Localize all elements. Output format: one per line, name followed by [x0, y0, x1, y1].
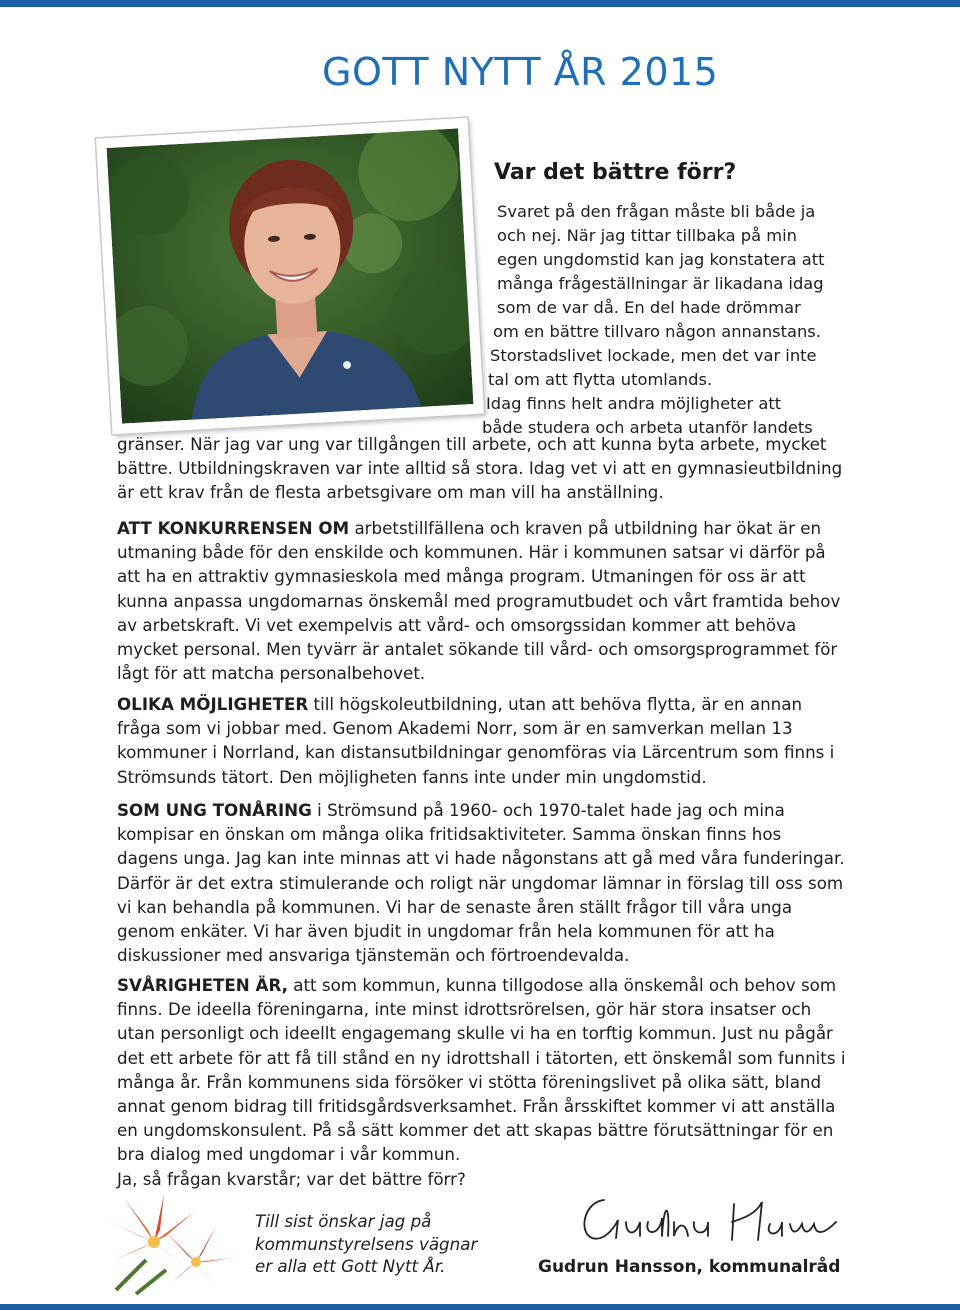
paragraph-text: i Strömsund på 1960- och 1970-talet hade jag och mina kompisar en önskan om många olika fritidsaktiviteter. Samma önskan finns hos dagens unga. Jag kan inte minnas att vi hade någonstans att gå med våra funderingar. Därför är det extra stimulerande och roligt när ungdomar lämnar in förslag till oss som vi kan behandla på kommunen. Vi har de senaste åren ställt frågor till våra unga genom enkäter. Vi har även bjudit in ungdomar från hela kommunen för att ha diskussioner med ansvariga tjänstemän och förtroendevalda.: [117, 800, 845, 966]
paragraph-lead: SOM UNG TONÅRING: [117, 800, 312, 820]
author-photo-image: [107, 128, 474, 423]
intro-line-7: Storstadslivet lockade, men det var inte: [490, 346, 817, 365]
intro-line-9: Idag finns helt andra möjligheter att: [486, 394, 782, 413]
intro-line-10: både studera och arbeta utanför landets: [482, 418, 813, 437]
intro-line-3: egen ungdomstid kan jag konstatera att: [497, 250, 825, 269]
paragraph-teenager: [117, 798, 847, 967]
final-question: Ja, så frågan kvarstår; var det bättre förr?: [117, 1168, 466, 1189]
intro-rest: [117, 432, 847, 505]
intro-line-1: Svaret på den frågan måste bli både ja: [497, 202, 816, 221]
paragraph-lead: SVÅRIGHETEN ÄR,: [117, 975, 288, 995]
paragraph-text: arbetstillfällena och kraven på utbildning har ökat är en utmaning både för den enskilde och kommunen. Här i kommunen satsar vi därför på att ha en attraktiv gymnasieskola med många program. Utmaningen för oss är att kunna anpassa ungdomarnas önskemål med programutbudet och vårt framtida behov av arbetskraft. Vi vet exempelvis att vård- och omsorgssidan kommer att behöva mycket personal. Men tyvärr är antalet sökande till vård- och omsorgsprogrammet för lågt för att matcha personalbehovet.: [117, 518, 841, 684]
article-heading: Var det bättre förr?: [494, 160, 737, 185]
intro-line-8: tal om att flytta utomlands.: [488, 370, 713, 389]
closing-greeting: [255, 1210, 477, 1278]
closing-line: kommunstyrelsens vägnar: [255, 1233, 478, 1254]
intro-rest-text: gränser. När jag var ung var tillgången till arbete, och att kunna byta arbete, mycket bättre. Utbildningskraven var inte alltid så stora. Idag vet vi att en gymnasieutbildning är ett krav från de flesta arbetsgivare om man vill ha anställning.: [117, 434, 843, 503]
page-title: GOTT NYTT ÅR 2015: [322, 50, 719, 94]
paragraph-text: att som kommun, kunna tillgodose alla önskemål och behov som finns. De ideella föreningarna, inte minst idrottsrörelsen, gör här stora insatser och utan personligt och ideellt engagemang skulle vi ha en torftig kommun. Just nu pågår det ett arbete för att få till stånd en ny idrottshall i tätorten, ett önskemål som funnits i många år. Från kommunens sida försöker vi stötta föreningslivet på olika sätt, bland annat genom bidrag till fritidsgårdsverksamhet. Från årsskiftet kommer vi att anställa en ungdomskonsulent. På så sätt kommer det att skapas bättre förutsättningar för en bra dialog med ungdomar i vår kommun.: [117, 975, 846, 1165]
paragraph-competition: [117, 516, 847, 685]
closing-line: Till sist önskar jag på: [255, 1211, 432, 1231]
paragraph-opportunities: [117, 692, 847, 789]
paragraph-difficulty: [117, 973, 847, 1191]
intro-line-5: som de var då. En del hade drömmar: [497, 298, 801, 317]
paragraph-text: till högskoleutbildning, utan att behöva flytta, är en annan fråga som vi jobbar med. Genom Akademi Norr, som är en samverkan mellan 13 kommuner i Norrland, kan distansutbildningar genomföras via Lärcentrum som finns i Strömsunds tätort. Den möjligheten fanns inte under min ungdomstid.: [117, 694, 835, 787]
intro-line-6: om en bättre tillvaro någon annanstans.: [493, 322, 821, 341]
paragraph-lead: ATT KONKURRENSEN OM: [117, 518, 350, 538]
intro-line-2: och nej. När jag tittar tillbaka på min: [497, 226, 797, 245]
intro-line-4: många frågeställningar är likadana idag: [497, 274, 824, 293]
closing-line: er alla ett Gott Nytt År.: [255, 1256, 446, 1277]
top-accent-bar: [0, 0, 960, 7]
signature: [574, 1192, 844, 1250]
author-photo: [96, 118, 484, 434]
signer-name: Gudrun Hansson, kommunalråd: [538, 1257, 841, 1277]
paragraph-lead: OLIKA MÖJLIGHETER: [117, 694, 309, 714]
bottom-accent-bar: [0, 1304, 960, 1310]
flower-icon: [96, 1190, 236, 1300]
